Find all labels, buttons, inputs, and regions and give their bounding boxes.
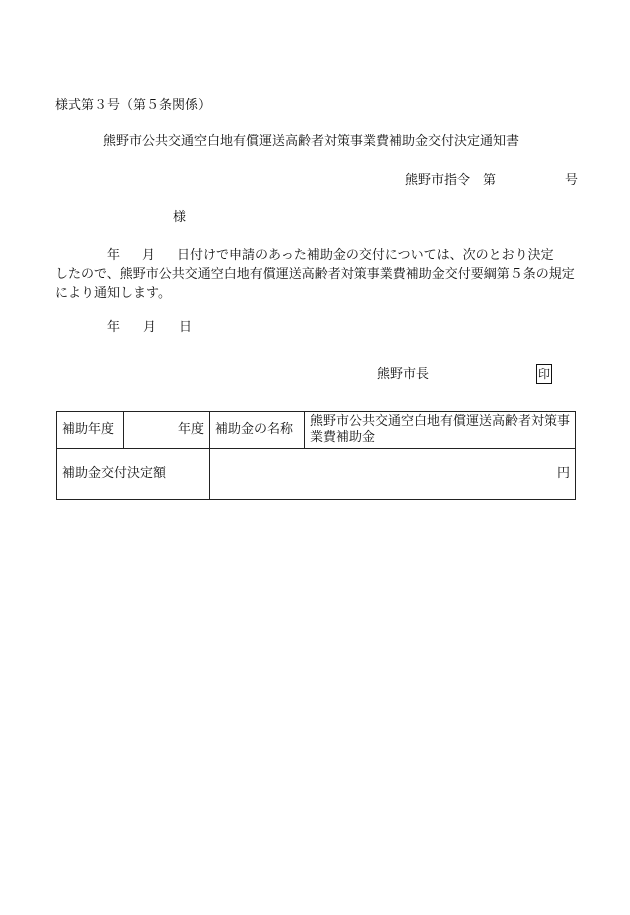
- issue-date: [107, 320, 192, 336]
- subsidy-name: 熊野市公共交通空白地有償運送高齢者対策事業費補助金: [305, 412, 576, 449]
- body-text: [55, 246, 580, 303]
- body-line-1: [55, 246, 580, 265]
- notice-number-go: 号: [565, 173, 579, 188]
- fiscal-year-unit: 年度: [124, 412, 210, 449]
- table-row: [57, 449, 576, 500]
- date-year: 年: [107, 320, 121, 335]
- table-row: [57, 412, 576, 449]
- date-month: 月: [143, 320, 157, 335]
- notice-number-dai: 第: [483, 173, 497, 188]
- addressee-suffix: 様: [173, 210, 187, 225]
- issuer-name: 熊野市長: [377, 367, 430, 382]
- body-continuation: したので、熊野市公共交通空白地有償運送高齢者対策事業費補助金交付要綱第５条の規定により通知します。: [55, 267, 575, 301]
- body-line1-rest: 日付けで申請のあった補助金の交付については、次のとおり決定: [177, 248, 554, 263]
- notice-number: [405, 173, 580, 189]
- fiscal-year-label: 補助年度: [57, 412, 124, 449]
- subsidy-info-table: [56, 411, 576, 500]
- form-number: 様式第３号（第５条関係）: [55, 98, 212, 113]
- seal-mark: 印: [536, 364, 552, 384]
- notice-number-prefix: 熊野市指令: [405, 173, 471, 188]
- date-day: 日: [179, 320, 193, 335]
- body-month: 月: [142, 248, 156, 263]
- body-year: 年: [107, 248, 121, 263]
- amount-unit: 円: [210, 449, 576, 500]
- subsidy-name-label: 補助金の名称: [210, 412, 305, 449]
- decision-amount-label: 補助金交付決定額: [57, 449, 210, 500]
- document-title: 熊野市公共交通空白地有償運送高齢者対策事業費補助金交付決定通知書: [103, 134, 520, 149]
